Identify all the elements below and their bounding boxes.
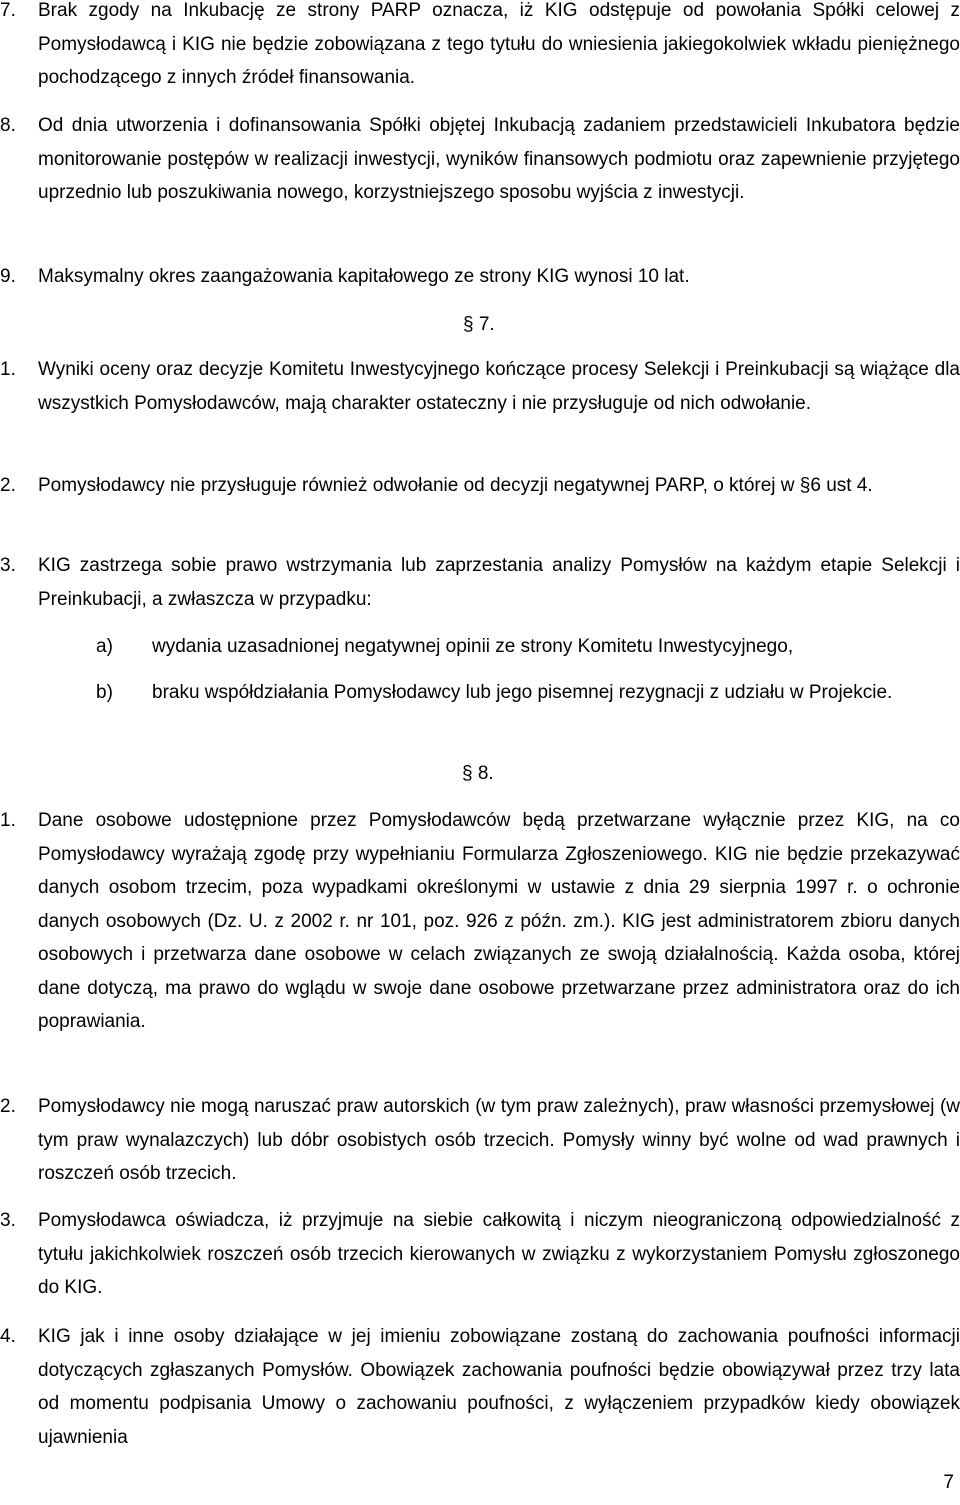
list-number: 4. xyxy=(0,1326,16,1347)
paragraph-text: Wyniki oceny oraz decyzje Komitetu Inwestycyjnego kończące procesy Selekcji i Preinkubacji są wiążące dla wszystkich Pomysłodawców, mają charakter ostateczny i nie przysługuje od nich odwołanie. xyxy=(38,359,960,414)
page-number: 7 xyxy=(943,1472,954,1493)
paragraph-text: Brak zgody na Inkubację ze strony PARP oznacza, iż KIG odstępuje od powołania Spółki celowej z Pomysłodawcą i KIG nie będzie zobowiązana z tego tytułu do wniesienia jakiegokolwiek wkładu pieniężnego pochodzącego z innych źródeł finansowania. xyxy=(38,0,960,88)
list-number: 3. xyxy=(0,555,16,576)
paragraph-text: Maksymalny okres zaangażowania kapitałowego ze strony KIG wynosi 10 lat. xyxy=(38,266,690,287)
section8-item-3 xyxy=(0,1204,960,1305)
paragraph-text: Pomysłodawca oświadcza, iż przyjmuje na siebie całkowitą i niczym nieograniczoną odpowiedzialność z tytułu jakichkolwiek roszczeń osób trzecich kierowanych w związku z wykorzystaniem Pomysłu zgłoszonego do KIG. xyxy=(38,1210,960,1298)
section8-item-2 xyxy=(0,1090,960,1191)
section-heading-7: § 7. xyxy=(463,314,495,335)
list-number: 2. xyxy=(0,1096,16,1117)
paragraph-text: Pomysłodawcy nie przysługuje również odwołanie od decyzji negatywnej PARP, o której w §6 ust 4. xyxy=(38,475,873,496)
list-item-7 xyxy=(0,0,960,95)
subitem-label: a) xyxy=(96,636,113,657)
list-number: 3. xyxy=(0,1210,16,1231)
list-number: 1. xyxy=(0,359,16,380)
paragraph-text: Pomysłodawcy nie mogą naruszać praw autorskich (w tym praw zależnych), praw własności przemysłowej (w tym praw wynalazczych) lub dóbr osobistych osób trzecich. Pomysły winny być wolne od wad prawnych i roszczeń osób trzecich. xyxy=(38,1096,960,1184)
subitem-text: braku współdziałania Pomysłodawcy lub jego pisemnej rezygnacji z udziału w Projekcie. xyxy=(152,682,893,703)
section7-item-3 xyxy=(0,549,960,616)
paragraph-text: KIG jak i inne osoby działające w jej imieniu zobowiązane zostaną do zachowania poufności informacji dotyczących zgłaszanych Pomysłów. Obowiązek zachowania poufności będzie obowiązywał przez trzy lata od momentu podpisania Umowy o zachowaniu poufności, z wyłączeniem przypadków kiedy obowiązek ujawnienia xyxy=(38,1326,960,1448)
list-number: 2. xyxy=(0,475,16,496)
subitem-a xyxy=(96,630,952,664)
list-number: 8. xyxy=(0,115,16,136)
subitem-text: wydania uzasadnionej negatywnej opinii ze strony Komitetu Inwestycyjnego, xyxy=(152,636,794,657)
subitem-label: b) xyxy=(96,682,113,703)
paragraph-text: KIG zastrzega sobie prawo wstrzymania lub zaprzestania analizy Pomysłów na każdym etapie Selekcji i Preinkubacji, a zwłaszcza w przypadku: xyxy=(38,555,960,610)
paragraph-text: Dane osobowe udostępnione przez Pomysłodawców będą przetwarzane wyłącznie przez KIG, na co Pomysłodawcy wyrażają zgodę przy wypełnianiu Formularza Zgłoszeniowego. KIG nie będzie przekazywać danych osobom trzecim, poza wypadkami określonymi w ustawie z dnia 29 sierpnia 1997 r. o ochronie danych osobowych (Dz. U. z 2002 r. nr 101, poz. 926 z późn. zm.). KIG jest administratorem zbioru danych osobowych i przetwarza dane osobowe w celach związanych ze swoją działalnością. Każda osoba, której dane dotyczą, ma prawo do wglądu w swoje dane osobowe przetwarzane przez administratora oraz do ich poprawiania. xyxy=(38,810,960,1032)
list-number: 9. xyxy=(0,266,16,287)
section8-item-1 xyxy=(0,804,960,1039)
section7-item-2 xyxy=(0,469,960,503)
section-heading-8: § 8. xyxy=(462,763,494,784)
list-number: 7. xyxy=(0,0,16,21)
list-number: 1. xyxy=(0,810,16,831)
section7-item-1 xyxy=(0,353,960,420)
list-item-8 xyxy=(0,109,960,210)
subitem-b xyxy=(96,676,952,710)
list-item-9 xyxy=(0,260,960,294)
section8-item-4 xyxy=(0,1320,960,1454)
paragraph-text: Od dnia utworzenia i dofinansowania Spółki objętej Inkubacją zadaniem przedstawicieli Inkubatora będzie monitorowanie postępów w realizacji inwestycji, wyników finansowych podmiotu oraz zapewnienie przyjętego uprzednio lub poszukiwania nowego, korzystniejszego sposobu wyjścia z inwestycji. xyxy=(38,115,960,203)
